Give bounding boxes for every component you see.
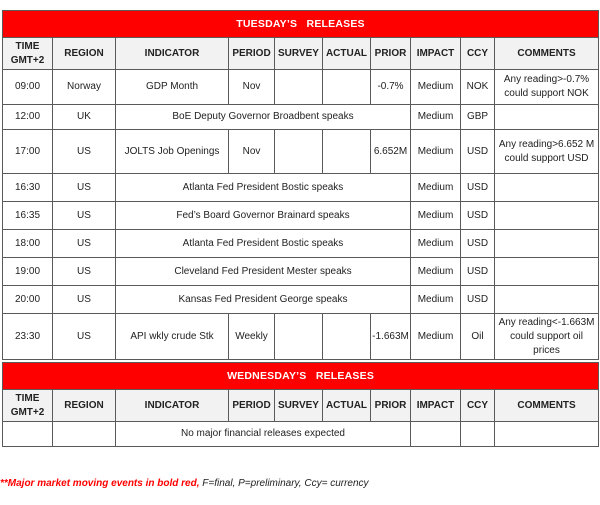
cell-period: Weekly: [229, 314, 275, 360]
col-header-actual: ACTUAL: [323, 390, 371, 422]
col-header-indicator: INDICATOR: [116, 390, 229, 422]
cell-time: 19:00: [3, 258, 53, 286]
col-header-ccy: CCY: [461, 38, 495, 70]
cell-ccy: USD: [461, 230, 495, 258]
cell-indicator: No major financial releases expected: [116, 422, 411, 447]
cell-region: Norway: [53, 70, 116, 105]
cell-comments: Any reading>6.652 M could support USD: [495, 130, 599, 174]
table-row: [3, 258, 599, 286]
table-row: [3, 70, 599, 105]
col-header-time: TIME GMT+2: [3, 38, 53, 70]
header-row: [3, 390, 599, 422]
col-header-survey: SURVEY: [275, 390, 323, 422]
cell-survey: [275, 130, 323, 174]
cell-actual: [323, 314, 371, 360]
cell-impact: Medium: [411, 230, 461, 258]
cell-ccy: USD: [461, 174, 495, 202]
cell-prior: -1.663M: [371, 314, 411, 360]
col-header-impact: IMPACT: [411, 38, 461, 70]
cell-survey: [275, 70, 323, 105]
cell-prior: -0.7%: [371, 70, 411, 105]
cell-comments: [495, 174, 599, 202]
table-title-row: [3, 11, 599, 38]
cell-time: 17:00: [3, 130, 53, 174]
wednesday-releases-table: [2, 362, 599, 447]
cell-actual: [323, 130, 371, 174]
cell-impact: Medium: [411, 258, 461, 286]
col-header-actual: ACTUAL: [323, 38, 371, 70]
cell-region: UK: [53, 105, 116, 130]
col-header-comments: COMMENTS: [495, 38, 599, 70]
tuesday-releases-table: [2, 10, 599, 360]
cell-comments: [495, 422, 599, 447]
col-header-ccy: CCY: [461, 390, 495, 422]
cell-region: [53, 422, 116, 447]
cell-time: 09:00: [3, 70, 53, 105]
cell-region: US: [53, 258, 116, 286]
col-header-survey: SURVEY: [275, 38, 323, 70]
cell-time: 16:30: [3, 174, 53, 202]
cell-time: 23:30: [3, 314, 53, 360]
table-row: [3, 174, 599, 202]
cell-indicator: BoE Deputy Governor Broadbent speaks: [116, 105, 411, 130]
cell-impact: Medium: [411, 314, 461, 360]
cell-prior: 6.652M: [371, 130, 411, 174]
col-header-period: PERIOD: [229, 38, 275, 70]
cell-ccy: NOK: [461, 70, 495, 105]
cell-period: Nov: [229, 130, 275, 174]
cell-comments: Any reading<-1.663M could support oil prices: [495, 314, 599, 360]
cell-region: US: [53, 286, 116, 314]
cell-indicator: Fed’s Board Governor Brainard speaks: [116, 202, 411, 230]
cell-period: Nov: [229, 70, 275, 105]
cell-indicator: Atlanta Fed President Bostic speaks: [116, 230, 411, 258]
cell-indicator: Cleveland Fed President Mester speaks: [116, 258, 411, 286]
cell-comments: [495, 258, 599, 286]
cell-actual: [323, 70, 371, 105]
cell-region: US: [53, 202, 116, 230]
col-header-region: REGION: [53, 390, 116, 422]
cell-ccy: USD: [461, 286, 495, 314]
cell-impact: [411, 422, 461, 447]
cell-indicator: Atlanta Fed President Bostic speaks: [116, 174, 411, 202]
table-title-row: [3, 363, 599, 390]
table-row: [3, 314, 599, 360]
col-header-region: REGION: [53, 38, 116, 70]
table-row: [3, 286, 599, 314]
cell-indicator: Kansas Fed President George speaks: [116, 286, 411, 314]
cell-time: [3, 422, 53, 447]
cell-region: US: [53, 174, 116, 202]
cell-time: 18:00: [3, 230, 53, 258]
cell-comments: [495, 105, 599, 130]
table-row: [3, 130, 599, 174]
cell-indicator: API wkly crude Stk: [116, 314, 229, 360]
col-header-impact: IMPACT: [411, 390, 461, 422]
cell-region: US: [53, 230, 116, 258]
cell-impact: Medium: [411, 70, 461, 105]
cell-indicator: JOLTS Job Openings: [116, 130, 229, 174]
cell-ccy: USD: [461, 202, 495, 230]
footnote: [0, 478, 369, 489]
col-header-time: TIME GMT+2: [3, 390, 53, 422]
cell-ccy: GBP: [461, 105, 495, 130]
col-header-prior: PRIOR: [371, 38, 411, 70]
cell-comments: Any reading>-0.7% could support NOK: [495, 70, 599, 105]
table-row: [3, 422, 599, 447]
cell-ccy: USD: [461, 130, 495, 174]
cell-ccy: [461, 422, 495, 447]
cell-impact: Medium: [411, 202, 461, 230]
cell-comments: [495, 286, 599, 314]
cell-comments: [495, 202, 599, 230]
col-header-period: PERIOD: [229, 390, 275, 422]
cell-time: 12:00: [3, 105, 53, 130]
cell-ccy: USD: [461, 258, 495, 286]
footnote-highlight: **Major market moving events in bold red,: [0, 478, 200, 489]
table-row: [3, 202, 599, 230]
col-header-indicator: INDICATOR: [116, 38, 229, 70]
cell-survey: [275, 314, 323, 360]
cell-ccy: Oil: [461, 314, 495, 360]
table-row: [3, 105, 599, 130]
cell-time: 20:00: [3, 286, 53, 314]
col-header-comments: COMMENTS: [495, 390, 599, 422]
cell-impact: Medium: [411, 130, 461, 174]
cell-comments: [495, 230, 599, 258]
tuesday-title: TUESDAY’S RELEASES: [3, 11, 599, 38]
cell-region: US: [53, 314, 116, 360]
cell-impact: Medium: [411, 286, 461, 314]
wednesday-title: WEDNESDAY’S RELEASES: [3, 363, 599, 390]
header-row: [3, 38, 599, 70]
col-header-prior: PRIOR: [371, 390, 411, 422]
cell-impact: Medium: [411, 105, 461, 130]
cell-indicator: GDP Month: [116, 70, 229, 105]
table-row: [3, 230, 599, 258]
footnote-legend: F=final, P=preliminary, Ccy= currency: [199, 478, 369, 489]
cell-time: 16:35: [3, 202, 53, 230]
cell-region: US: [53, 130, 116, 174]
cell-impact: Medium: [411, 174, 461, 202]
